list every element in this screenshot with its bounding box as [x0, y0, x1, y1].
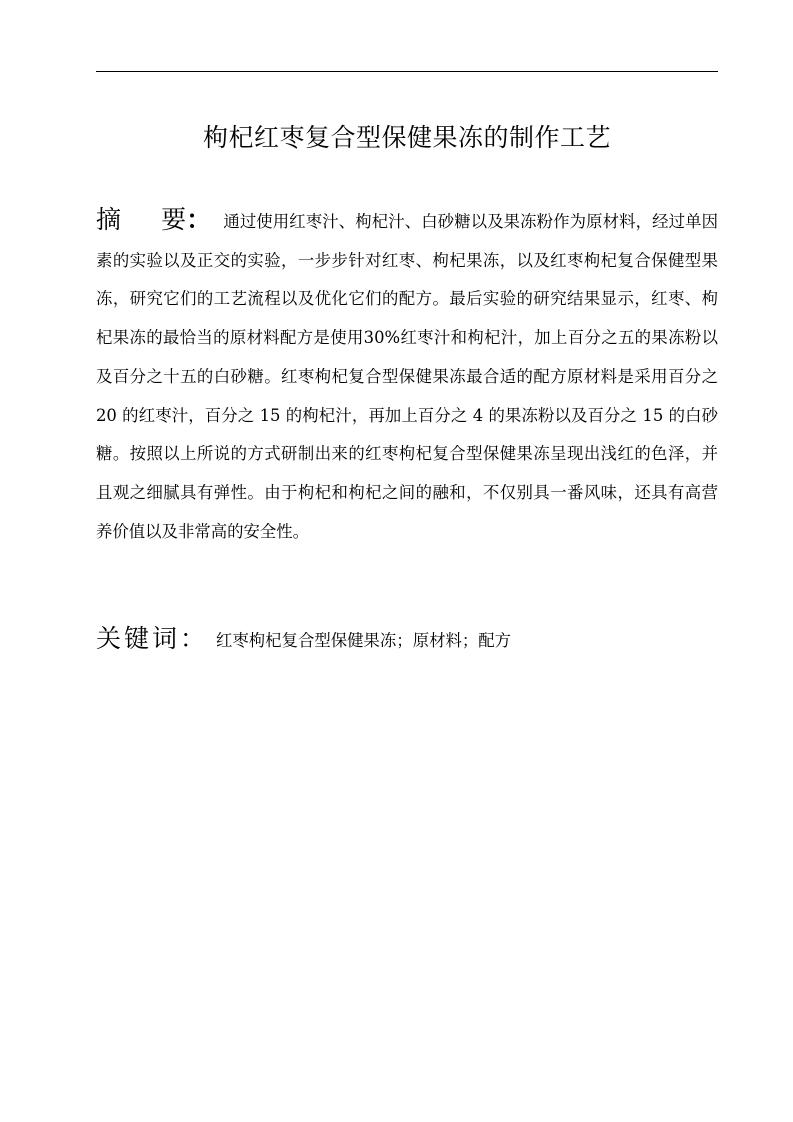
abstract-paragraph	[96, 201, 718, 551]
document-title: 枸杞红枣复合型保健果冻的制作工艺	[202, 123, 611, 152]
keywords-label: 关键词：	[96, 624, 209, 653]
abstract-text: 通过使用红枣汁、枸杞汁、白砂糖以及果冻粉作为原材料，经过单因素的实验以及正交的实验，一步步针对红枣、枸杞果冻，以及红枣枸杞复合保健型果冻，研究它们的工艺流程以及优化它们的配方。最后实验的研究结果显示，红枣、枸杞果冻的最恰当的原材料配方是使用30%红枣汁和枸杞汁，加上百分之五的果冻粉以及百分之十五的白砂糖。红枣枸杞复合型保健果冻最合适的配方原材料是采用百分之 20 的红枣汁，百分之 15 的枸杞汁，再加上百分之 4 的果冻粉以及百分之 15 的白砂糖。按照以上所说的方式研制出来的红枣枸杞复合型保健果冻呈现出浅红的色泽，并且观之细腻具有弹性。由于枸杞和枸杞之间的融和，不仅别具一番风味，还具有高营养价值以及非常高的安全性。	[96, 212, 718, 541]
abstract-label	[96, 205, 223, 234]
keywords-text: 红枣枸杞复合型保健果冻；原材料；配方	[216, 631, 512, 650]
abstract-label-colon: ：	[186, 205, 212, 234]
abstract-label-char2: 要	[161, 205, 187, 234]
abstract-label-char1: 摘	[96, 205, 122, 234]
header-rule	[96, 71, 718, 72]
keywords-line	[96, 620, 718, 660]
